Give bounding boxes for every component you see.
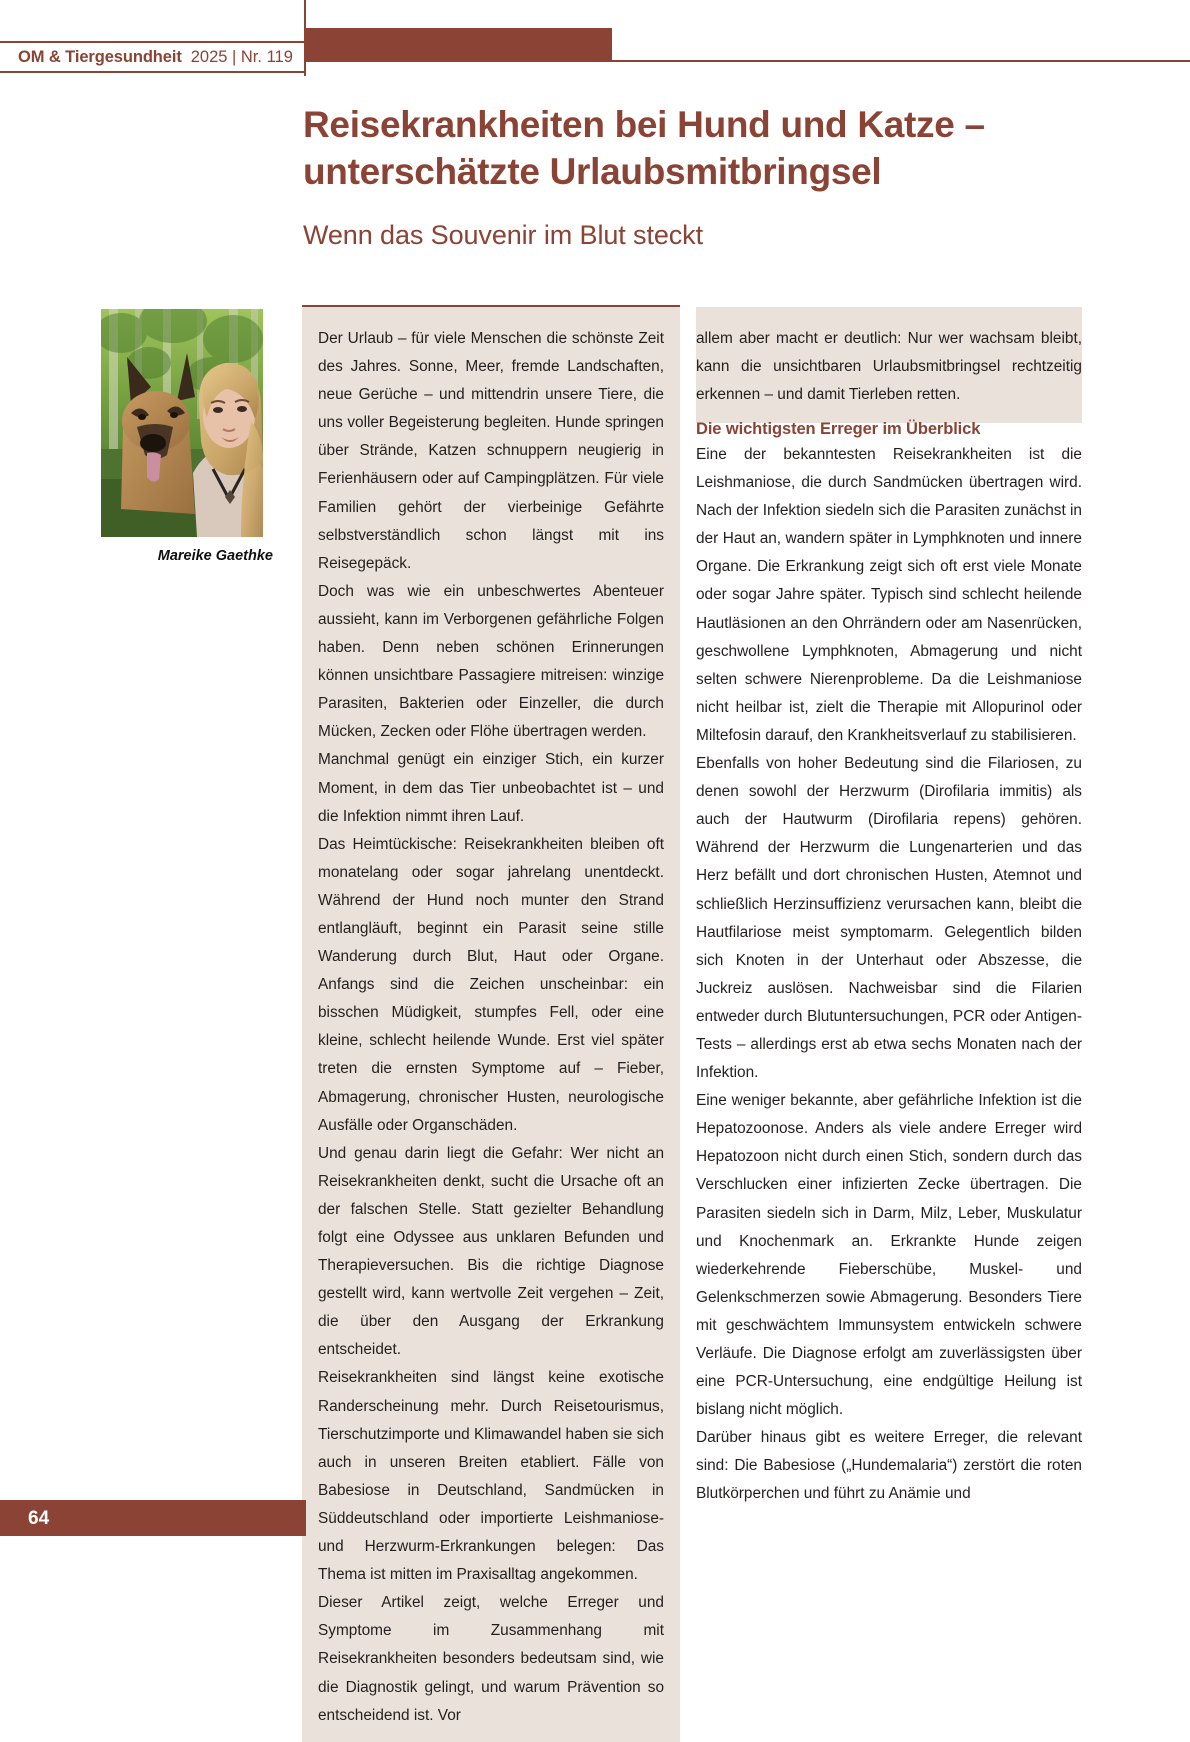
paragraph: Darüber hinaus gibt es weitere Erreger, die relevant sind: Die Babesiose („Hundemalaria“) zerstört die roten Blutkörperchen und führt zu Anämie und — [696, 1429, 1082, 1503]
page-subtitle: Wenn das Souvenir im Blut steckt — [303, 219, 703, 250]
paragraph: Das Heimtückische: Reisekrankheiten bleiben oft monatelang oder sogar jahrelang unentdeckt. Während der Hund noch munter den Strand entlangläuft, beginnt ein Parasit seine stille Wanderung durch Blut, Haut oder Organe. Anfangs sind die Zeichen unscheinbar: ein bisschen Müdigkeit, stumpfes Fell, oder eine kleine, schlecht heilende Wunde. Erst viel später treten die ernsten Symptome auf – Fieber, Abmagerung, chronischer Husten, neurologische Ausfälle oder Organschäden. — [318, 835, 664, 1134]
paragraph: Und genau darin liegt die Gefahr: Wer nicht an Reisekrankheiten denkt, sucht die Ursache oft an der falschen Stelle. Statt gezielter Behandlung folgt eine Odyssee aus unklaren Befunden und Therapieversuchen. Bis die richtige Diagnose gestellt wird, kann wertvolle Zeit vergehen – Zeit, die über den Ausgang der Erkrankung entscheidet. — [318, 1144, 664, 1359]
masthead-rule-top — [0, 41, 306, 43]
masthead-rule-right — [612, 60, 1190, 62]
right-column — [696, 420, 1082, 1509]
paragraph: Dieser Artikel zeigt, welche Erreger und Symptome im Zusammenhang mit Reisekrankheiten besonders bedeutsam sind, wie die Diagnostik gelingt, und warum Prävention so entscheidend ist. Vor — [318, 1594, 664, 1724]
left-column — [302, 307, 680, 1742]
paragraph: Doch was wie ein unbeschwertes Abenteuer aussieht, kann im Verborgenen gefährliche Folgen haben. Denn neben schönen Erinnerungen können unsichtbare Passagiere mitreisen: winzige Parasiten, Bakterien oder Einzeller, die durch Mücken, Zecken oder Flöhe übertragen werden. — [318, 582, 664, 741]
article-title-block — [303, 102, 1103, 251]
page-number: 64 — [28, 1508, 50, 1529]
masthead-rule-bottom — [0, 71, 306, 73]
section-heading: Die wichtigsten Erreger im Überblick — [696, 420, 981, 438]
photo-caption: Mareike Gaethke — [157, 548, 273, 564]
page-title: Reisekrankheiten bei Hund und Katze – unterschätzte Urlaubsmitbringsel — [303, 104, 985, 192]
author-photo-image — [101, 309, 263, 537]
masthead-text — [18, 44, 293, 71]
paragraph: Eine weniger bekannte, aber gefährliche Infektion ist die Hepatozoonose. Anders als viele andere Erreger wird Hepatozoon nicht durch einen Stich, sondern durch das Verschlucken einer infizierten Zecke übertragen. Die Parasiten siedeln sich in Darm, Milz, Leber, Muskulatur und Knochenmark an. Erkrankte Hunde zeigen wiederkehrende Fieberschübe, Muskel- und Gelenkschmerzen sowie Abmagerung. Besonders Tiere mit geschwächtem Immunsystem entwickeln schwere Verläufe. Die Diagnose erfolgt am zuverlässigsten über eine PCR-Untersuchung, eine endgültige Heilung ist bislang nicht möglich. — [696, 1092, 1082, 1419]
issue-number: 2025 | Nr. 119 — [190, 48, 293, 66]
page-masthead — [0, 0, 1190, 80]
paragraph: Manchmal genügt ein einziger Stich, ein kurzer Moment, in dem das Tier unbeobachtet ist – und die Infektion nimmt ihren Lauf. — [318, 751, 664, 825]
paragraph: allem aber macht er deutlich: Nur wer wachsam bleibt, kann die unsichtbaren Urlaubsmitbringsel rechtzeitig erkennen – und damit Tierleben retten. — [696, 330, 1082, 404]
paragraph: Ebenfalls von hoher Bedeutung sind die Filariosen, zu denen sowohl der Herzwurm (Dirofilaria immitis) als auch der Hautwurm (Dirofilaria repens) gehören. Während der Herzwurm die Lungenarterien und das Herz befällt und dort chronischen Husten, Atemnot und schließlich Herzinsuffizienz verursachen kann, bleibt die Hautfilariose meist symptomarm. Gelegentlich bilden sich Knoten in der Unterhaut oder Abszesse, die Juckreiz auslösen. Nachweisbar sind die Filarien entweder durch Blutuntersuchungen, PCR oder Antigen-Tests – allerdings erst ab etwa sechs Monaten nach der Infektion. — [696, 755, 1082, 1082]
paragraph: Eine der bekanntesten Reisekrankheiten ist die Leishmaniose, die durch Sandmücken übertragen wird. Nach der Infektion siedeln sich die Parasiten zunächst in der Haut an, wandern später in Lymphknoten und innere Organe. Die Erkrankung zeigt sich oft erst viele Monate oder sogar Jahre später. Typisch sind schlecht heilende Hautläsionen an den Ohrrändern oder am Nasenrücken, geschwollene Lymphknoten, Abmagerung und nicht selten schwere Nierenprobleme. Da die Leishmaniose nicht heilbar ist, zielt die Therapie mit Allopurinol oder Miltefosin darauf, den Krankheitsverlauf zu stabilisieren. — [696, 446, 1082, 744]
right-column-lead-box — [696, 307, 1082, 423]
paragraph: Reisekrankheiten sind längst keine exotische Randerscheinung mehr. Durch Reisetourismus, Tierschutzimporte und Klimawandel haben sie sich auch in unseren Breiten etabliert. Fälle von Babesiose in Deutschland, Sandmücken in Süddeutschland oder importierte Leishmaniose- und Herzwurm-Erkrankungen belegen: Das Thema ist mitten im Praxisalltag angekommen. — [318, 1369, 664, 1584]
paragraph: Der Urlaub – für viele Menschen die schönste Zeit des Jahres. Sonne, Meer, fremde Landschaften, neue Gerüche – und mittendrin unsere Tiere, die uns voller Begeisterung begleiten. Hunde springen über Strände, Katzen schnuppern neugierig in Ferienhäusern oder auf Campingplätzen. Für viele Familien gehört der vierbeinige Gefährte selbstverständlich schon längst mit ins Reisegepäck. — [318, 330, 664, 572]
masthead-accent-bar — [306, 28, 612, 62]
woman-figure — [193, 363, 263, 537]
author-photo — [101, 309, 263, 537]
publication-title: OM & Tiergesundheit — [18, 48, 182, 66]
